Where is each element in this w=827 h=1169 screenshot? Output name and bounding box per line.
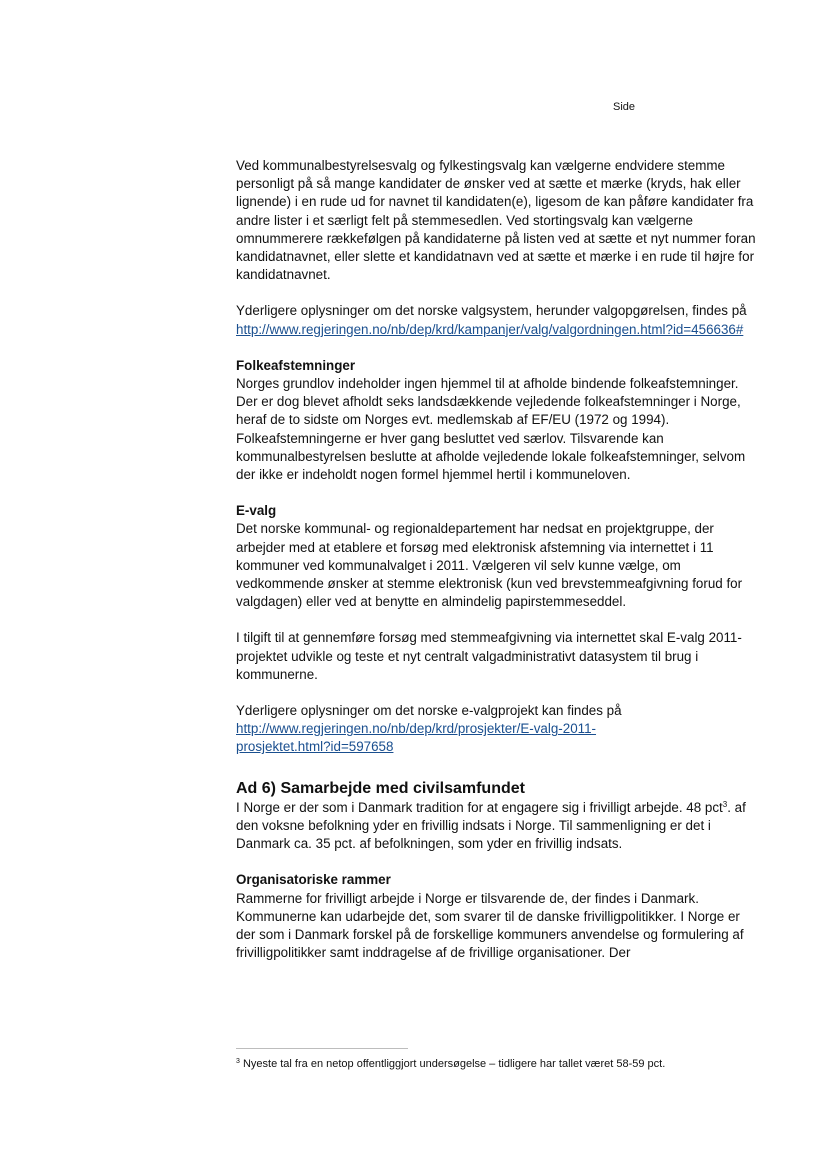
paragraph-text-cont: . af den voksne befolkning yder en frivillig indsats i Norge. Til sammenligning er det i Danmark ca. 35 pct. af befolkningen, som yder en frivillig indsats. xyxy=(236,799,746,852)
paragraph-text: I Norge er der som i Danmark tradition for at engagere sig i frivilligt arbejde. 48 pct xyxy=(236,799,723,815)
paragraph-text: Yderligere oplysninger om det norske valgsystem, herunder valgopgørelsen, findes på xyxy=(236,303,747,319)
evalg-project-link[interactable] xyxy=(236,721,596,754)
paragraph-folkeafstemninger: Norges grundlov indeholder ingen hjemmel til at afholde bindende folkeafstemninger. Der er dog blevet afholdt seks landsdækkende vejledende folkeafstemninger i Norge, heraf de to sidste om Norges evt. medlemskab af EF/EU (1972 og 1994). Folkeafstemningerne er hver gang besluttet ved særlov. Tilsvarende kan kommunalbestyrelsen beslutte at afholde vejledende lokale folkeafstemninger, selvom der ikke er indeholdt nogen formel hjemmel hertil i kommuneloven. xyxy=(236,376,746,483)
paragraph-valgsystem-info xyxy=(236,302,756,338)
footnote-ref[interactable]: 3 xyxy=(722,799,728,809)
paragraph-personal-votes: Ved kommunalbestyrelsesvalg og fylkestingsvalg kan vælgerne endvidere stemme personligt på så mange kandidater de ønsker ved at sætte et mærke (kryds, hak eller lignende) i en rude ud for navnet til kandidaten(e), ligesom de kan påføre kandidater fra andre lister i et særligt felt på stemmesedlen. Ved stortingsvalg kan vælgerne omnummerere rækkefølgen på kandidaterne på listen ved at sætte et nyt nummer foran kandidatnavnet, eller slette et kandidatnavn ved at sætte et mærke i en rude til højre for kandidatnavnet. xyxy=(236,158,756,283)
page-label: Side xyxy=(613,101,636,113)
document-body xyxy=(236,157,756,962)
footnote-number: 3 xyxy=(236,1058,240,1065)
paragraph-evalg-1: Det norske kommunal- og regionaldepartement har nedsat en projektgruppe, der arbejder med at etablere et forsøg med elektronisk afstemning via internettet i 11 kommuner ved kommunalvalget i 2011. Vælgeren vil selv kunne vælge, om vedkommende ønsker at stemme elektronisk (kun ved brevstemmeafgivning forud for valgdagen) eller ved at benytte en almindelig papirstemmeseddel. xyxy=(236,521,743,610)
paragraph-organisatoriske: Rammerne for frivilligt arbejde i Norge er tilsvarende de, der findes i Danmark. Kommunerne kan udarbejde det, som svarer til de danske frivilligpolitikker. I Norge er der som i Danmark forskel på de forskellige kommuners anvendelse og formulering af frivilligpolitikker samt inddragelse af de frivillige organisationer. Der xyxy=(236,890,744,961)
heading-folkeafstemninger: Folkeafstemninger xyxy=(236,357,356,373)
footnote-divider xyxy=(236,1048,408,1049)
paragraph-evalg-3 xyxy=(236,702,756,757)
footnote-text: Nyeste tal fra en netop offentliggjort undersøgelse – tidligere har tallet været 58-59 pct. xyxy=(239,1058,666,1070)
heading-organisatoriske: Organisatoriske rammer xyxy=(236,872,391,888)
link-line-1: http://www.regjeringen.no/nb/dep/krd/prosjekter/E-valg-2011- xyxy=(236,721,597,737)
heading-evalg: E-valg xyxy=(236,503,277,519)
heading-ad6: Ad 6) Samarbejde med civilsamfundet xyxy=(236,779,525,797)
footnote xyxy=(236,1057,796,1071)
valgordningen-link[interactable]: http://www.regjeringen.no/nb/dep/krd/kampanjer/valg/valgordningen.html?id=456636# xyxy=(236,321,744,337)
paragraph-text: Yderligere oplysninger om det norske e-valgprojekt kan findes på xyxy=(236,703,622,719)
paragraph-evalg-2: I tilgift til at gennemføre forsøg med stemmeafgivning via internettet skal E-valg 2011-projektet udvikle og teste et nyt centralt valgadministrativt datasystem til brug i kommunerne. xyxy=(236,630,742,682)
paragraph-ad6 xyxy=(236,799,756,854)
link-line-2: prosjektet.html?id=597658 xyxy=(236,739,394,755)
